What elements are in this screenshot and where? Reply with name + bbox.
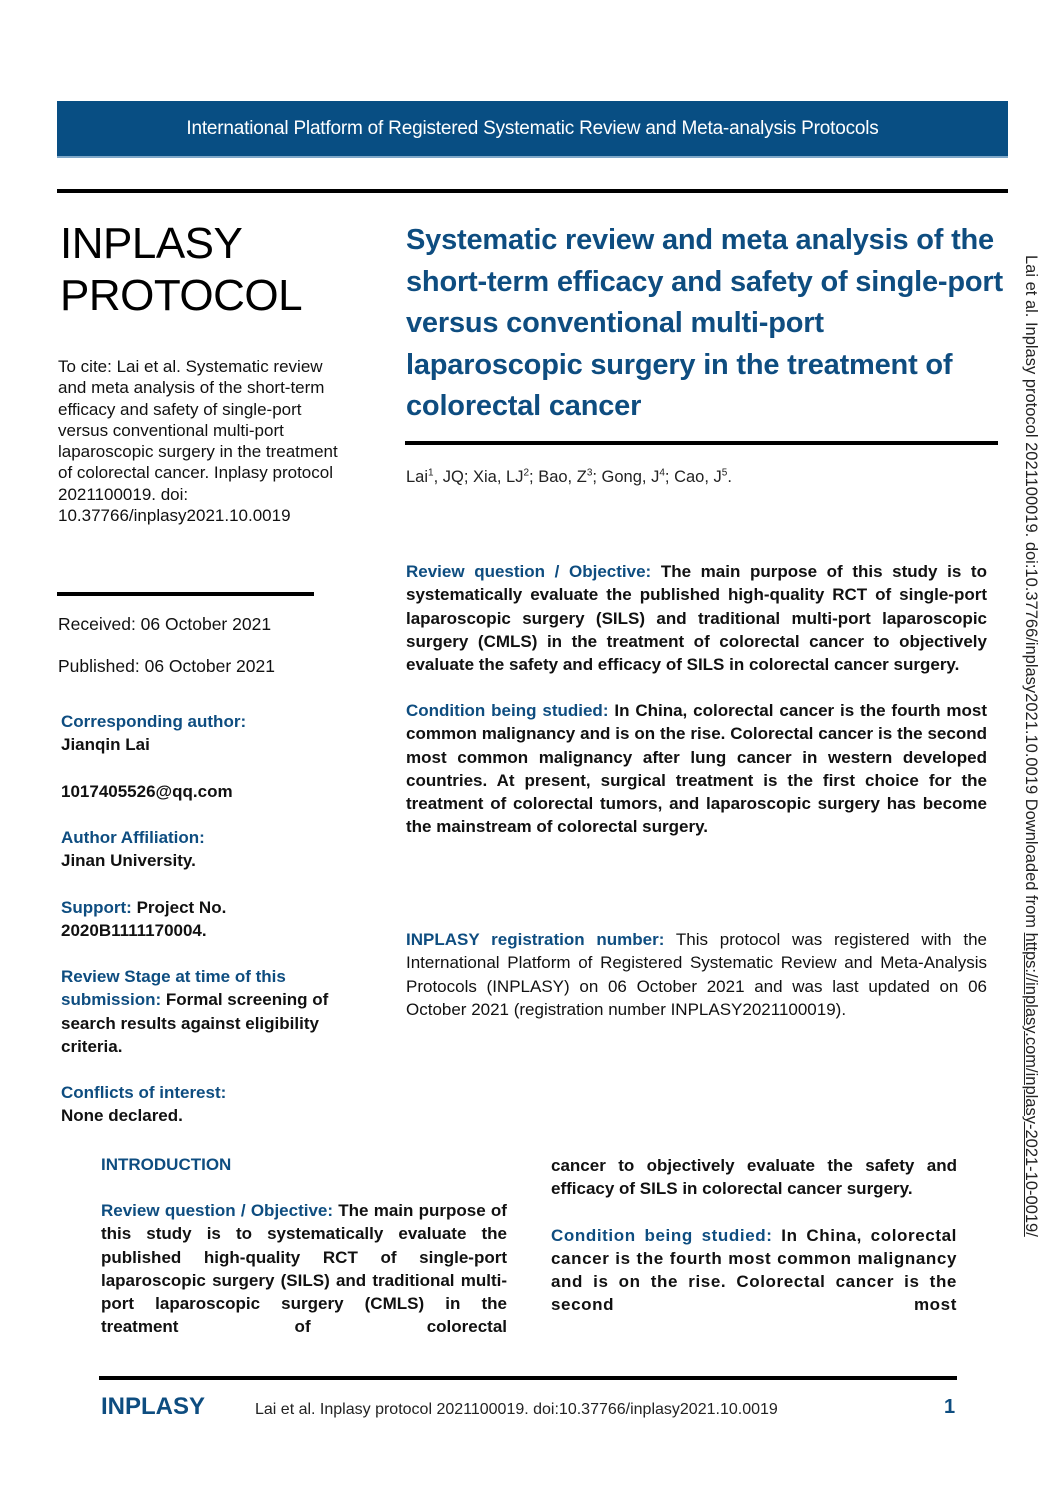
review-stage-value: Formal screening of search results against eligibility criteria. bbox=[61, 990, 329, 1056]
side-note-text: Lai et al. Inplasy protocol 2021100019. doi:10.37766/inplasy2021.10.0019 Downloaded from bbox=[1022, 255, 1040, 933]
divider bbox=[99, 1376, 957, 1380]
review-stage-label: Review Stage at time of this submission: bbox=[61, 967, 286, 1010]
author-separator: . bbox=[727, 468, 732, 486]
support bbox=[61, 896, 291, 943]
conflicts-label: Conflicts of interest: bbox=[61, 1083, 227, 1102]
registration-info bbox=[406, 928, 987, 1021]
journal-banner bbox=[57, 101, 1008, 158]
abstract-condition bbox=[406, 699, 987, 839]
body-column-left bbox=[101, 1199, 507, 1339]
affiliation-value: Jinan University. bbox=[61, 851, 196, 871]
objective-text: The main purpose of this study is to systematically evaluate the published high-quality RCT of single-port laparoscopic surgery (SILS) and traditional multi-port laparoscopic surgery (CMLS) in the treatment of colorectal cancer to objectively evaluate the safety and efficacy of SILS in colorectal cancer surgery. bbox=[406, 562, 987, 675]
author-affiliation-mark: 2 bbox=[523, 467, 530, 479]
corresponding-author-name: Jianqin Lai bbox=[61, 735, 150, 755]
author-name: Cao, J bbox=[674, 468, 722, 486]
author-name: Lai bbox=[406, 468, 429, 486]
side-download-note bbox=[1021, 255, 1040, 1385]
author-separator: ; bbox=[664, 468, 675, 486]
conflicts-value: None declared. bbox=[61, 1106, 183, 1126]
brand-line-1: INPLASY bbox=[60, 219, 243, 268]
condition-text: In China, colorectal cancer is the fourth most common malignancy and is on the rise. Colorectal cancer is the second most common malignancy after lung cancer in western developed countries. At present, surgical treatment is the first choice for the treatment of colorectal tumors, and laparoscopic surgery has become the mainstream of colorectal surgery. bbox=[406, 701, 987, 837]
section-heading-introduction: INTRODUCTION bbox=[101, 1155, 232, 1174]
footer-brand: INPLASY bbox=[101, 1393, 206, 1420]
objective-label: Review question / Objective: bbox=[101, 1201, 334, 1220]
author-list bbox=[406, 468, 732, 487]
author-separator: ; bbox=[592, 468, 602, 486]
banner-text: International Platform of Registered Systematic Review and Meta-analysis Protocols bbox=[186, 117, 879, 139]
support-label: Support: bbox=[61, 898, 132, 917]
divider bbox=[405, 441, 998, 445]
divider bbox=[57, 189, 1008, 193]
author-email[interactable]: 1017405526@qq.com bbox=[61, 782, 233, 801]
footer-citation: Lai et al. Inplasy protocol 2021100019. doi:10.37766/inplasy2021.10.0019 bbox=[255, 1401, 778, 1418]
author-affiliation-mark: 3 bbox=[586, 467, 593, 479]
author-name: Gong, J bbox=[601, 468, 660, 486]
author-affiliation bbox=[61, 826, 351, 873]
author-affiliation-mark: 1 bbox=[428, 467, 434, 479]
author-name: Bao, Z bbox=[538, 468, 587, 486]
author-separator: ; bbox=[529, 468, 539, 486]
author-affiliation-mark: 5 bbox=[721, 467, 728, 479]
author-affiliation-mark: 4 bbox=[659, 467, 665, 479]
received-date: Received: 06 October 2021 bbox=[58, 614, 272, 634]
author-name: Xia, LJ bbox=[473, 468, 524, 486]
objective-label: Review question / Objective: bbox=[406, 562, 652, 581]
objective-text-continued: cancer to objectively evaluate the safety and efficacy of SILS in colorectal cancer surgery. bbox=[551, 1156, 957, 1199]
corresponding-author bbox=[61, 710, 351, 757]
registration-text: This protocol was registered with the International Platform of Registered Systematic Review and Meta-Analysis Protocols (INPLASY) on 06 October 2021 and was last updated on 06 October 2021 (registration number INPLASY2021100019). bbox=[406, 930, 987, 1019]
condition-text: In China, colorectal cancer is the fourth most common malignancy and is on the rise. Colorectal cancer is the second most bbox=[551, 1225, 957, 1315]
condition-label: Condition being studied: bbox=[406, 701, 609, 720]
author-separator: , JQ; bbox=[433, 468, 474, 486]
abstract-objective bbox=[406, 560, 987, 676]
published-date: Published: 06 October 2021 bbox=[58, 656, 275, 676]
registration-label: INPLASY registration number: bbox=[406, 930, 665, 949]
citation: To cite: Lai et al. Systematic review and meta analysis of the short-term efficacy and safety of single-port versus conventional multi-port laparoscopic surgery in the treatment of colorectal cancer. Inplasy protocol 2021100019. doi: 10.37766/inplasy2021.10.0019 bbox=[58, 357, 338, 526]
affiliation-label: Author Affiliation: bbox=[61, 828, 205, 847]
support-value: Project No. 2020B1111170004. bbox=[61, 898, 227, 941]
brand-title bbox=[60, 218, 302, 322]
objective-text: The main purpose of this study is to systematically evaluate the published high-quality RCT of single-port laparoscopic surgery (SILS) and traditional multi-port laparoscopic surgery (CMLS) in the treatment of colorectal bbox=[101, 1201, 507, 1337]
corresponding-author-label: Corresponding author: bbox=[61, 712, 247, 731]
brand-line-2: PROTOCOL bbox=[60, 271, 303, 320]
paper-title: Systematic review and meta analysis of the short-term efficacy and safety of single-port versus conventional multi-port laparoscopic surgery in the treatment of colorectal cancer bbox=[406, 224, 1003, 422]
download-link[interactable]: https://inplasy.com/inplasy-2021-10-0019/ bbox=[1022, 932, 1040, 1237]
condition-label: Condition being studied: bbox=[551, 1225, 773, 1245]
divider bbox=[57, 592, 314, 596]
page-number: 1 bbox=[944, 1396, 956, 1418]
conflicts-of-interest bbox=[61, 1081, 351, 1128]
body-column-right bbox=[551, 1154, 957, 1317]
review-stage bbox=[61, 965, 346, 1058]
